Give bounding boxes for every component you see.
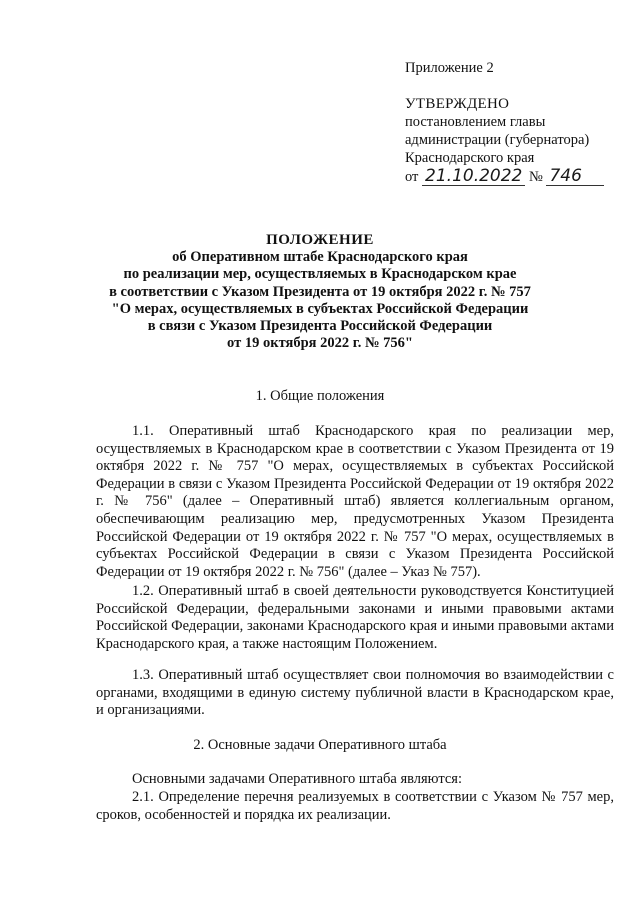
- title-line-3: в соответствии с Указом Президента от 19 октября 2022 г. № 757: [109, 283, 531, 300]
- paragraph-2-intro-text: Основными задачами Оперативного штаба являются:: [132, 771, 462, 787]
- approval-block: [405, 95, 604, 186]
- paragraph-2-intro: [96, 771, 614, 789]
- date-number-line: [405, 167, 604, 186]
- title-line-4: "О мерах, осуществляемых в субъектах Российской Федерации: [111, 300, 529, 317]
- approved-line-2: администрации (губернатора): [405, 132, 590, 148]
- paragraph-1-3-text: 1.3. Оперативный штаб осуществляет свои полномочия во взаимодействии с органами, входящими в единую систему публичной власти в Краснодарском крае, и организациями.: [96, 667, 614, 719]
- approved-heading: УТВЕРЖДЕНО: [405, 96, 510, 112]
- paragraph-1-2: [96, 583, 614, 653]
- title-line-5: в связи с Указом Президента Российской Федерации: [147, 318, 493, 335]
- approved-line-1: постановлением главы: [405, 114, 546, 130]
- handwritten-number: 746: [546, 167, 604, 186]
- paragraph-1-3: [96, 667, 614, 720]
- title-line-6: от 19 октября 2022 г. № 756": [227, 335, 413, 352]
- title-line-1: об Оперативном штабе Краснодарского края: [172, 249, 468, 266]
- number-prefix: №: [529, 169, 543, 185]
- paragraph-1-1: [96, 423, 614, 581]
- paragraph-1-1-text: 1.1. Оперативный штаб Краснодарского края по реализации мер, осуществляемых в Краснодарском крае в соответствии с Указом Президента от 19 октября 2022 г. № 757 "О мерах, осуществляемых в субъектах Российской Федерации в связи с Указом Президента Российской Федерации от 19 октября 2022 г. № 756" (далее – Оперативный штаб) является коллегиальным органом, обеспечивающим реализацию мер, предусмотренных Указом Президента Российской Федерации от 19 октября 2022 г. № 757 "О мерах, осуществляемых в субъектах Российской Федерации в связи с Указом Президента Российской Федерации от 19 октября 2022 г. № 756" (далее – Указ № 757).: [96, 423, 614, 580]
- appendix-label: Приложение 2: [405, 60, 494, 76]
- document-title: [40, 232, 600, 352]
- paragraph-1-2-text: 1.2. Оперативный штаб в своей деятельности руководствуется Конституцией Российской Федерации, федеральными законами и иными правовыми актами Российской Федерации, законами Краснодарского края и иными правовыми актами Краснодарского края, а также настоящим Положением.: [96, 583, 614, 652]
- section-2-heading: 2. Основные задачи Оперативного штаба: [193, 737, 447, 753]
- date-prefix: от: [405, 169, 419, 185]
- title-line-2: по реализации мер, осуществляемых в Краснодарском крае: [123, 266, 517, 283]
- section-1-heading: 1. Общие положения: [255, 388, 385, 404]
- title-heading: ПОЛОЖЕНИЕ: [266, 232, 374, 248]
- paragraph-2-1: [96, 789, 614, 824]
- approved-line-3: Краснодарского края: [405, 150, 535, 166]
- paragraph-2-1-text: 2.1. Определение перечня реализуемых в соответствии с Указом № 757 мер, сроков, особенностей и порядка их реализации.: [96, 789, 614, 823]
- handwritten-date: 21.10.2022: [422, 167, 525, 186]
